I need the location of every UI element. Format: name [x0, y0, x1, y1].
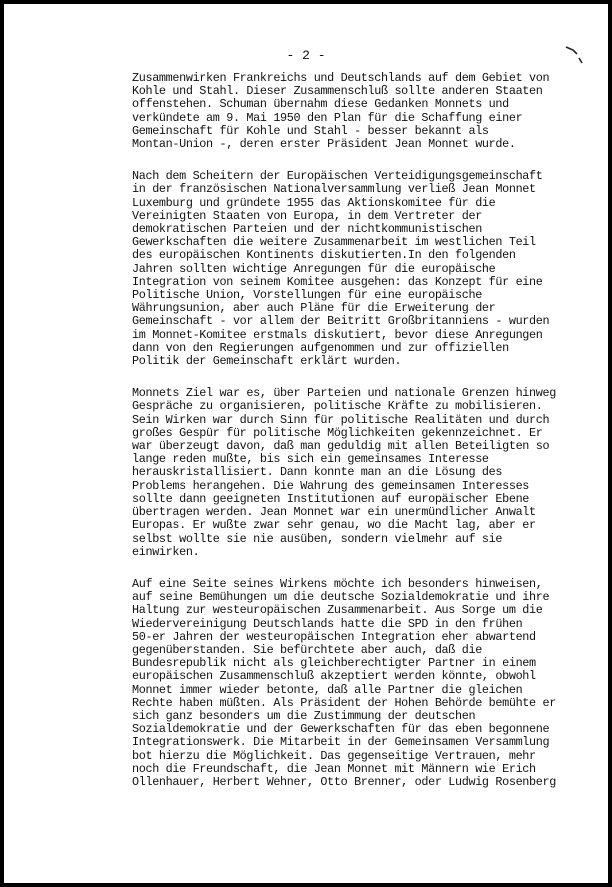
text-line: war überzeugt davon, daß man geduldig mit allen Beteiligten so — [132, 439, 550, 454]
text-line: Politik der Gemeinschaft erklärt wurden. — [132, 354, 402, 369]
text-line: großes Gespür für politische Möglichkeiten gekennzeichnet. Er — [132, 425, 543, 440]
text-line: Ollenhauer, Herbert Wehner, Otto Brenner, oder Ludwig Rosenberg — [132, 774, 556, 789]
text-line: Luxemburg und gründete 1955 das Aktionskomitee für die — [132, 195, 496, 210]
text-line: Vereinigten Staaten von Europa, in dem Vertreter der — [132, 208, 482, 223]
text-line: sollte dann geeigneten Institutionen auf europäischer Ebene — [132, 491, 530, 506]
paragraph — [132, 170, 602, 368]
text-line: Währungsunion, aber auch Pläne für die Erweiterung der — [132, 301, 496, 316]
page-number: - 2 - — [286, 48, 326, 63]
document-page — [4, 4, 608, 883]
text-line: lange reden mußte, bis sich ein gemeinsames Interesse — [132, 452, 489, 467]
text-line: Jahren sollten wichtige Anregungen für die europäische — [132, 261, 496, 276]
text-line: Nach dem Scheitern der Europäischen Verteidigungsgemeinschaft — [132, 169, 543, 184]
text-line: Politische Union, Vorstellungen für eine europäische — [132, 288, 482, 303]
text-line: Wiedervereinigung Deutschlands hatte die SPD in den frühen — [132, 616, 523, 631]
text-line: 50-er Jahren der westeuropäischen Integration eher abwartend — [132, 629, 536, 644]
text-line: des europäischen Kontinents diskutierten.In den folgenden — [132, 248, 516, 263]
text-line: Monnet immer wieder betonte, daß alle Partner die gleichen — [132, 682, 523, 697]
text-line: Sozialdemokratie und der Gewerkschaften für das eben begonnene — [132, 722, 550, 737]
text-line: auf seine Bemühungen um die deutsche Sozialdemokratie und ihre — [132, 590, 550, 605]
text-line: europäischen Zusammenschluß akzeptiert werden könnte, obwohl — [132, 669, 536, 684]
text-line: Zusammenwirken Frankreichs und Deutschlands auf dem Gebiet von — [132, 71, 550, 85]
paragraph — [132, 72, 602, 151]
text-line: Gemeinschaft - vor allem der Beitritt Großbritanniens - wurden — [132, 314, 550, 329]
text-line: Integration von seinem Komitee ausgehen: das Konzept für eine — [132, 274, 543, 289]
text-line: herauskristallisiert. Dann konnte man an die Lösung des — [132, 465, 503, 480]
text-line: bot hierzu die Möglichkeit. Das gegenseitige Vertrauen, mehr — [132, 748, 536, 763]
text-line: offenstehen. Schuman übernahm diese Gedanken Monnets und — [132, 97, 509, 112]
text-line: noch die Freundschaft, die Jean Monnet mit Männern wie Erich — [132, 761, 536, 776]
text-line: Sein Wirken war durch Sinn für politische Realitäten und durch — [132, 412, 550, 427]
text-line: selbst wollte sie nie ausüben, sondern vielmehr auf sie — [132, 531, 503, 546]
text-line: Bundesrepublik nicht als gleichberechtigter Partner in einem — [132, 656, 536, 671]
text-line: Gewerkschaften die weitere Zusammenarbeit im westlichen Teil — [132, 235, 536, 250]
text-line: Auf eine Seite seines Wirkens möchte ich besonders hinweisen, — [132, 576, 543, 591]
text-line: Europas. Er wußte zwar sehr genau, wo die Macht lag, aber er — [132, 518, 536, 533]
text-line: einwirken. — [132, 544, 200, 559]
paragraph — [132, 578, 602, 789]
text-line: in der französischen Nationalversammlung verließ Jean Monnet — [132, 182, 536, 197]
text-line: Monnets Ziel war es, über Parteien und nationale Grenzen hinweg — [132, 386, 556, 401]
body-text — [132, 72, 602, 808]
text-line: Gemeinschaft für Kohle und Stahl - besser bekannt als — [132, 123, 489, 138]
text-line: Kohle und Stahl. Dieser Zusammenschluß sollte anderen Staaten — [132, 84, 543, 99]
text-line: im Monnet-Komitee erstmals diskutiert, bevor diese Anregungen — [132, 327, 543, 342]
text-line: demokratischen Parteien und der nichtkommunistischen — [132, 222, 482, 237]
text-line: dann von den Regierungen aufgenommen und zur offiziellen — [132, 340, 509, 355]
text-line: Problems herangehen. Die Wahrung des gemeinsamen Interesses — [132, 478, 530, 493]
paragraph — [132, 387, 602, 559]
text-line: Montan-Union -, deren erster Präsident Jean Monnet wurde. — [132, 137, 516, 152]
text-line: übertragen werden. Jean Monnet war ein unermündlicher Anwalt — [132, 505, 536, 520]
pen-mark-icon — [564, 44, 588, 70]
text-line: Haltung zur westeuropäischen Zusammenarbeit. Aus Sorge um die — [132, 603, 543, 618]
text-line: Gespräche zu organisieren, politische Kräfte zu mobilisieren. — [132, 399, 543, 414]
text-line: gegenüberstanden. Sie befürchtete aber auch, daß die — [132, 642, 482, 657]
text-line: Integrationswerk. Die Mitarbeit in der Gemeinsamen Versammlung — [132, 735, 550, 750]
text-line: verkündete am 9. Mai 1950 den Plan für die Schaffung einer — [132, 110, 523, 125]
text-line: Rechte haben müßten. Als Präsident der Hohen Behörde bemühte er — [132, 695, 556, 710]
text-line: sich ganz besonders um die Zustimmung der deutschen — [132, 708, 476, 723]
